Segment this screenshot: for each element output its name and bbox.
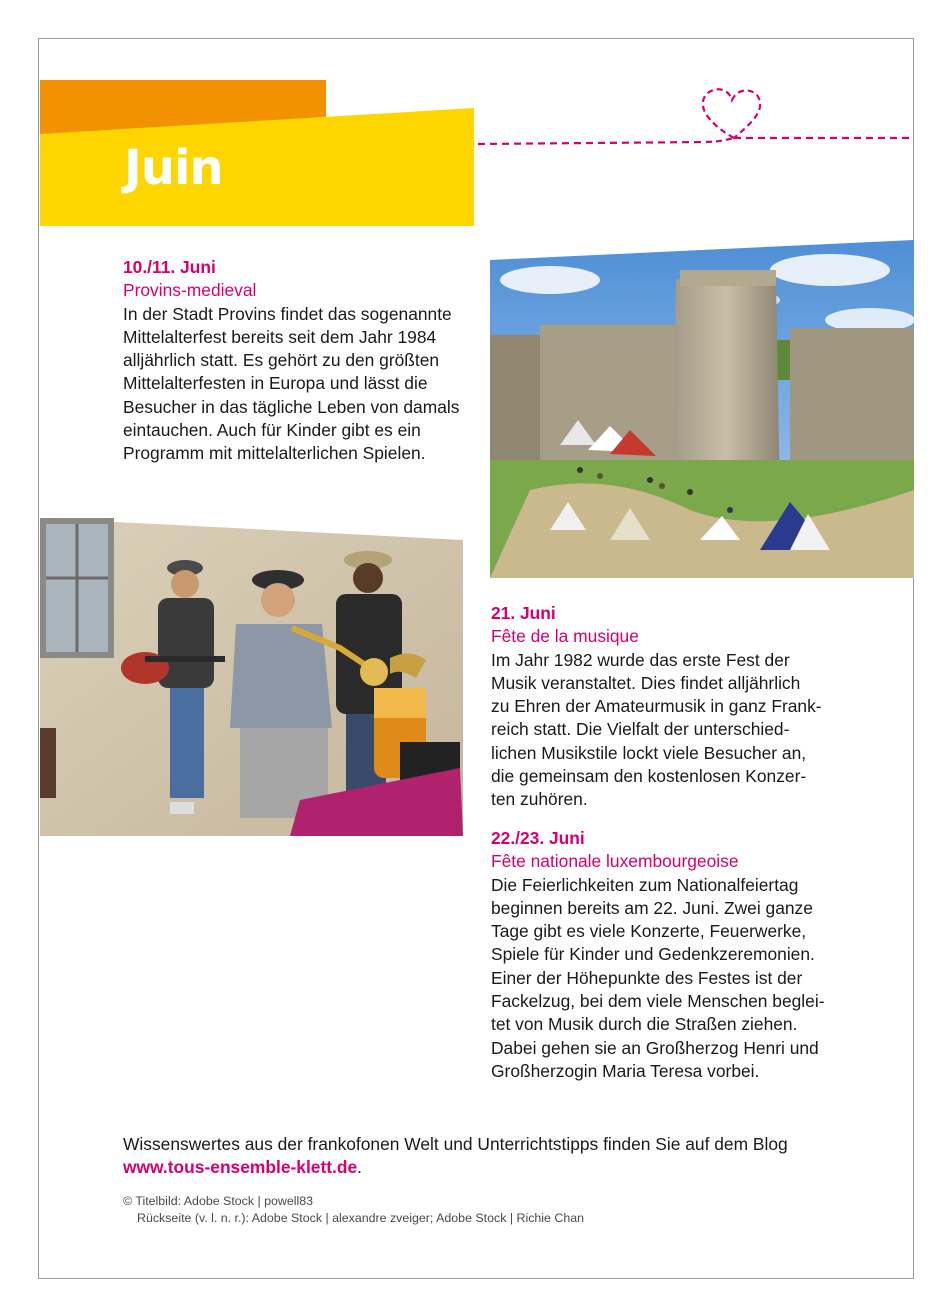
description-line: alljährlich statt. Es gehört zu den größten	[123, 350, 440, 371]
description-line: Fackelzug, bei dem viele Menschen beglei-	[491, 991, 825, 1012]
event-fete-musique	[491, 602, 841, 812]
description-line: Tage gibt es viele Konzerte, Feuerwerke,	[491, 921, 807, 942]
event-description	[491, 874, 851, 1084]
description-line: lichen Musikstile lockt viele Besucher an,	[491, 742, 807, 763]
description-line: Großherzogin Maria Teresa vorbei.	[491, 1060, 760, 1081]
description-line: eintauchen. Auch für Kinder gibt es ein	[123, 420, 421, 441]
footer-text: Wissenswertes aus der frankofonen Welt und Unterrichtstipps finden Sie auf dem Blog	[123, 1134, 788, 1154]
event-fete-nationale	[491, 827, 851, 1083]
description-line: zu Ehren der Amateurmusik in ganz Frank-	[491, 696, 822, 717]
event-name: Provins-medieval	[123, 280, 257, 301]
event-description	[491, 649, 841, 812]
event-provins	[123, 256, 473, 466]
footer-blog-note	[123, 1133, 843, 1180]
description-line: tet von Musik durch die Straßen ziehen.	[491, 1014, 798, 1035]
description-line: die gemeinsam den kostenlosen Konzer-	[491, 766, 807, 787]
event-date: 10./11. Juni	[123, 257, 216, 277]
footer-link-suffix: .	[357, 1157, 363, 1178]
description-line: Musik veranstaltet. Dies findet alljährlich	[491, 672, 801, 693]
description-line: Mittelalterfesten in Europa und lässt die	[123, 373, 428, 394]
musicians-photo	[40, 518, 463, 836]
credit-line: © Titelbild: Adobe Stock | powell83	[123, 1194, 314, 1208]
description-line: Besucher in das tägliche Leben von damals	[123, 396, 460, 417]
castle-photo	[490, 240, 914, 578]
description-line: reich statt. Die Vielfalt der unterschied-	[491, 719, 790, 740]
description-line: Im Jahr 1982 wurde das erste Fest der	[491, 649, 790, 670]
image-credits	[123, 1193, 584, 1227]
event-description	[123, 303, 473, 466]
description-line: beginnen bereits am 22. Juni. Zwei ganze	[491, 897, 813, 918]
description-line: Spiele für Kinder und Gedenkzeremonien.	[491, 944, 815, 965]
event-date: 21. Juni	[491, 603, 556, 623]
blog-link[interactable]: www.tous-ensemble-klett.de	[123, 1157, 358, 1178]
event-date: 22./23. Juni	[491, 828, 585, 848]
heart-dashed-line-icon	[476, 82, 916, 154]
description-line: Mittelalterfest bereits seit dem Jahr 1984	[123, 326, 437, 347]
event-name: Fête de la musique	[491, 626, 639, 647]
description-line: Die Feierlichkeiten zum Nationalfeiertag	[491, 874, 799, 895]
description-line: Dabei gehen sie an Großherzog Henri und	[491, 1037, 819, 1058]
description-line: Programm mit mittelalterlichen Spielen.	[123, 443, 426, 464]
description-line: In der Stadt Provins findet das sogenannte	[123, 303, 452, 324]
credit-line: Rückseite (v. l. n. r.): Adobe Stock | alexandre zveiger; Adobe Stock | Richie Chan	[137, 1211, 584, 1225]
description-line: Einer der Höhepunkte des Festes ist der	[491, 967, 803, 988]
event-name: Fête nationale luxembourgeoise	[491, 851, 739, 872]
description-line: ten zuhören.	[491, 789, 588, 810]
month-title: Juin	[124, 140, 223, 196]
